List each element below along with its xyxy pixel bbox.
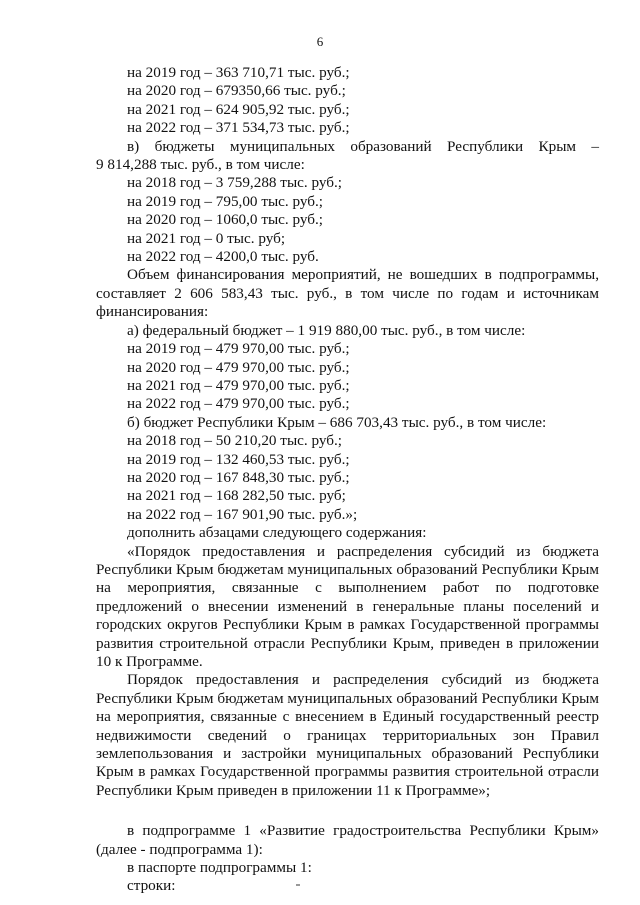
list-item: на 2019 год – 479 970,00 тыс. руб.; [127,340,350,358]
rows-line: строки: [127,877,176,895]
republic-budget-intro: б) бюджет Республики Крым – 686 703,43 тыс. руб., в том числе: [127,413,547,431]
list-item: на 2019 год – 363 710,71 тыс. руб.; [127,64,350,81]
federal-budget-intro: а) федеральный бюджет – 1 919 880,00 тыс. руб., в том числе: [127,321,526,339]
list-item: на 2021 год – 0 тыс. руб; [127,229,286,247]
list-item: на 2022 год – 479 970,00 тыс. руб.; [127,395,350,413]
document-body [96,64,599,896]
list-item: на 2018 год – 50 210,20 тыс. руб.; [127,432,343,450]
subprogram-paragraph: в подпрограмме 1 «Развитие градостроительства Республики Крым» (далее - подпрограмма 1): [96,822,599,858]
quote-paragraph: Порядок предоставления и распределения субсидий из бюджета Республики Крым бюджетам муниципальных образований Республики Крым на мероприятия, связанные с внесением в Единый государственный реестр недвижимости сведений о границах территориальных зон Правил землепользования и застройки муниципальных образований Республики Крым в рамках Государственной программы развития строительной отрасли Республики Крым приведен в приложении 11 к Программе»; [96,671,599,799]
list-item: на 2022 год – 167 901,90 тыс. руб.»; [127,505,358,523]
scan-mark [296,884,300,886]
list-item: на 2020 год – 679350,66 тыс. руб.; [127,82,346,100]
list-item: на 2020 год – 1060,0 тыс. руб.; [127,211,324,229]
page-number: 6 [316,34,324,49]
quote-paragraph: «Порядок предоставления и распределения субсидий из бюджета Республики Крым бюджетам муниципальных образований Республики Крым на мероприятия, связанные с выполнением работ по подготовке предложений о внесении изменений в генеральные планы поселений и городских округов Республики Крым в рамках Государственной программы развития строительной отрасли Республики Крым, приведен в приложении 10 к Программе. [96,542,599,670]
spacer [96,800,599,822]
list-item: на 2022 год – 371 534,73 тыс. руб.; [127,119,350,137]
list-item: на 2019 год – 132 460,53 тыс. руб.; [127,450,350,468]
list-item: на 2021 год – 479 970,00 тыс. руб.; [127,376,350,394]
list-item: на 2020 год – 479 970,00 тыс. руб.; [127,358,350,376]
passport-line: в паспорте подпрограммы 1: [127,859,312,877]
list-item: на 2018 год – 3 759,288 тыс. руб.; [127,174,343,192]
list-item: на 2022 год – 4200,0 тыс. руб. [127,248,319,266]
list-item: на 2021 год – 624 905,92 тыс. руб.; [127,100,350,118]
supplement-line: дополнить абзацами следующего содержания: [127,524,427,542]
list-item: на 2019 год – 795,00 тыс. руб.; [127,192,324,210]
list-item: на 2021 год – 168 282,50 тыс. руб; [127,487,346,505]
municipal-budget-intro: в) бюджеты муниципальных образований Республики Крым – [127,137,599,155]
list-item: на 2020 год – 167 848,30 тыс. руб.; [127,468,350,486]
municipal-budget-total: 9 814,288 тыс. руб., в том числе: [96,156,305,174]
financing-paragraph: Объем финансирования мероприятий, не вошедших в подпрограммы, составляет 2 606 583,43 тыс. руб., в том числе по годам и источникам финансирования: [96,266,599,321]
